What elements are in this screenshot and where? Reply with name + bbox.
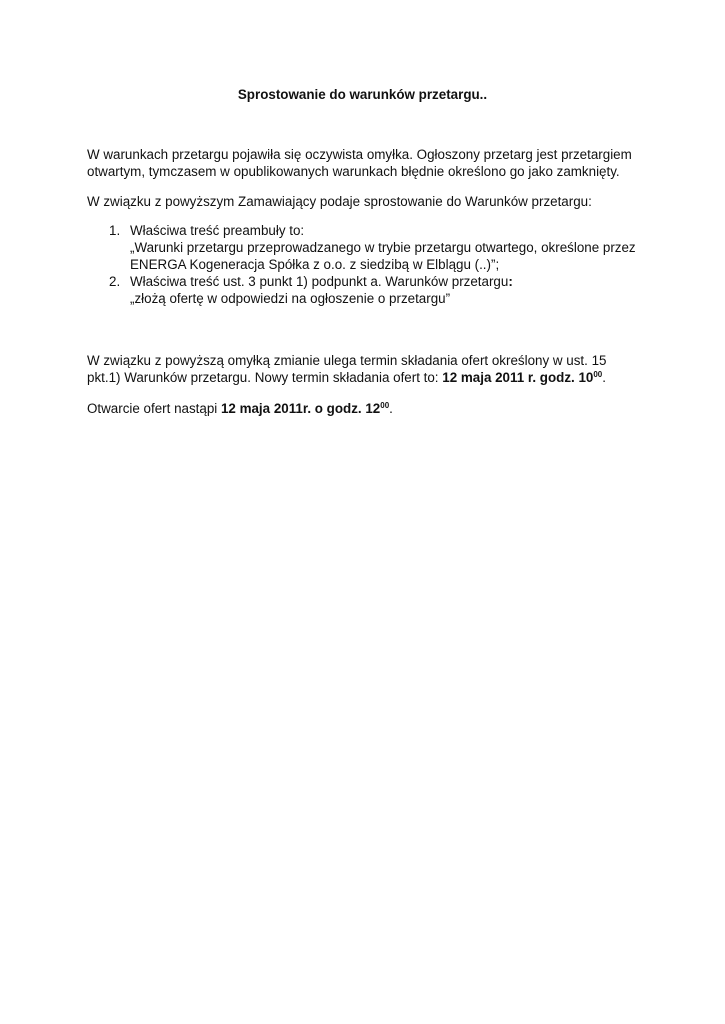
- paragraph4-prefix: Otwarcie ofert nastąpi: [87, 401, 221, 416]
- list-item-quote-line: „Warunki przetargu przeprowadzanego w trybie przetargu otwartego, określone przez: [130, 240, 636, 255]
- list-item-heading: Właściwa treść ust. 3 punkt 1) podpunkt a. Warunków przetargu: [130, 274, 509, 289]
- document-title: Sprostowanie do warunków przetargu..: [237, 87, 488, 102]
- paragraph1-line2: otwartym, tymczasem w opublikowanych warunkach błędnie określono go jako zamknięty.: [87, 164, 620, 179]
- correction-list: [87, 222, 657, 307]
- paragraph4-suffix: .: [389, 401, 393, 416]
- list-item-heading-colon: :: [508, 274, 513, 289]
- paragraph1-line1: W warunkach przetargu pojawiła się oczywista omyłka. Ogłoszony przetarg jest przetargiem: [87, 147, 632, 162]
- list-item-number: 2.: [109, 274, 121, 289]
- list-item: [87, 273, 657, 307]
- list-item-quote-line: „złożą ofertę w odpowiedzi na ogłoszenie o przetargu”: [130, 291, 451, 306]
- paragraph3-line2-prefix: pkt.1) Warunków przetargu. Nowy termin składania ofert to:: [87, 370, 443, 385]
- opening-date-minutes: 00: [380, 401, 390, 410]
- paragraph3-line2-suffix: .: [602, 370, 606, 385]
- paragraph-new-deadline: [87, 352, 647, 386]
- submission-deadline-minutes: 00: [593, 370, 603, 379]
- paragraph3-line1: W związku z powyższą omyłką zmianie ulega termin składania ofert określony w ust. 15: [87, 353, 607, 368]
- submission-deadline: 12 maja 2011 r. godz. 10: [442, 370, 594, 385]
- list-item: [87, 222, 657, 273]
- opening-date: 12 maja 2011r. o godz. 12: [220, 401, 381, 416]
- paragraph-omission-notice: [87, 146, 647, 180]
- list-item-heading: Właściwa treść preambuły to:: [130, 223, 305, 238]
- list-item-number: 1.: [109, 223, 121, 238]
- paragraph-correction-intro: W związku z powyższym Zamawiający podaje sprostowanie do Warunków przetargu:: [87, 194, 592, 209]
- list-item-quote-line: ENERGA Kogeneracja Spółka z o.o. z siedzibą w Elblągu (..)”;: [130, 257, 500, 272]
- paragraph-opening-date: [87, 400, 647, 417]
